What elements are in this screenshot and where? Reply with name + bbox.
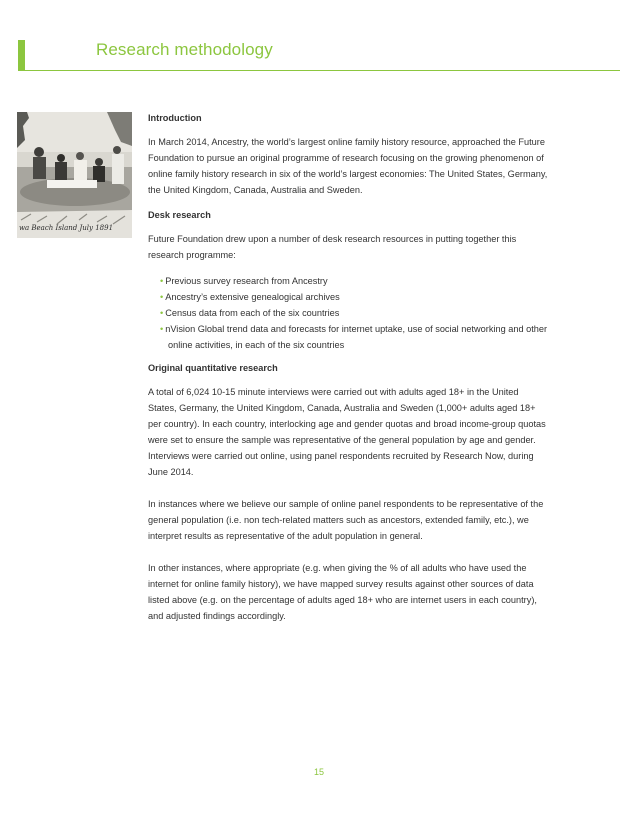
list-item: • Ancestry’s extensive genealogical archives — [160, 292, 340, 302]
desk-research-text: Future Foundation drew upon a number of desk research resources in putting together this research programme: — [148, 234, 517, 260]
header-accent-bar — [18, 40, 25, 71]
quantitative-text-1: A total of 6,024 10-15 minute interviews were carried out with adults aged 18+ in the United States, Germany, the United Kingdom, Canada, Australia and Sweden (1,000+ adults aged 18+ per country). In each country, interlocking age and gender quotas and broad income-group quotas were set to ensure the sample was representative of the general population by age and gender. Interviews were carried out online, using panel respondents recruited by Research Now, during June 2014. — [148, 387, 546, 477]
list-item: • Census data from each of the six countries — [160, 308, 340, 318]
bullet-icon: • — [160, 276, 164, 286]
quantitative-text-3: In other instances, where appropriate (e.g. when giving the % of all adults who have used the internet for online family history), we have mapped survey results against other sources of data listed above (e.g. on the percentage of adults aged 18+ who are internet users in each country), and adjusted findings accordingly. — [148, 563, 537, 621]
page-title: Research methodology — [96, 40, 273, 59]
desk-research-heading: Desk research — [148, 210, 211, 220]
bullet-icon: • — [160, 324, 164, 334]
list-item: • Previous survey research from Ancestry — [160, 276, 328, 286]
bullet-icon: • — [160, 308, 164, 318]
introduction-text: In March 2014, Ancestry, the world’s largest online family history resource, approached the Future Foundation to pursue an original programme of research focusing on the growing phenomenon of online family history research in six of the world’s largest economies: The United States, Germany, the United Kingdom, Canada, Australia and Sweden. — [148, 137, 548, 195]
desk-research-list — [148, 273, 548, 353]
quantitative-heading: Original quantitative research — [148, 363, 278, 373]
introduction-heading: Introduction — [148, 113, 202, 123]
page-number: 15 — [313, 767, 324, 777]
main-content — [148, 110, 548, 633]
header-divider — [25, 70, 620, 71]
list-item: • nVision Global trend data and forecasts for internet uptake, use of social networking and other online activities, in each of the six countries — [160, 324, 548, 350]
historic-family-photo — [17, 112, 132, 238]
quantitative-text-2: In instances where we believe our sample of online panel respondents to be representative of the general population (i.e. non tech-related matters such as ancestors, extended family, etc.), we interpret results as representative of the adult population in general. — [148, 499, 544, 541]
photo-caption: wa Beach Island July 1891 — [19, 224, 114, 232]
bullet-icon: • — [160, 292, 164, 302]
